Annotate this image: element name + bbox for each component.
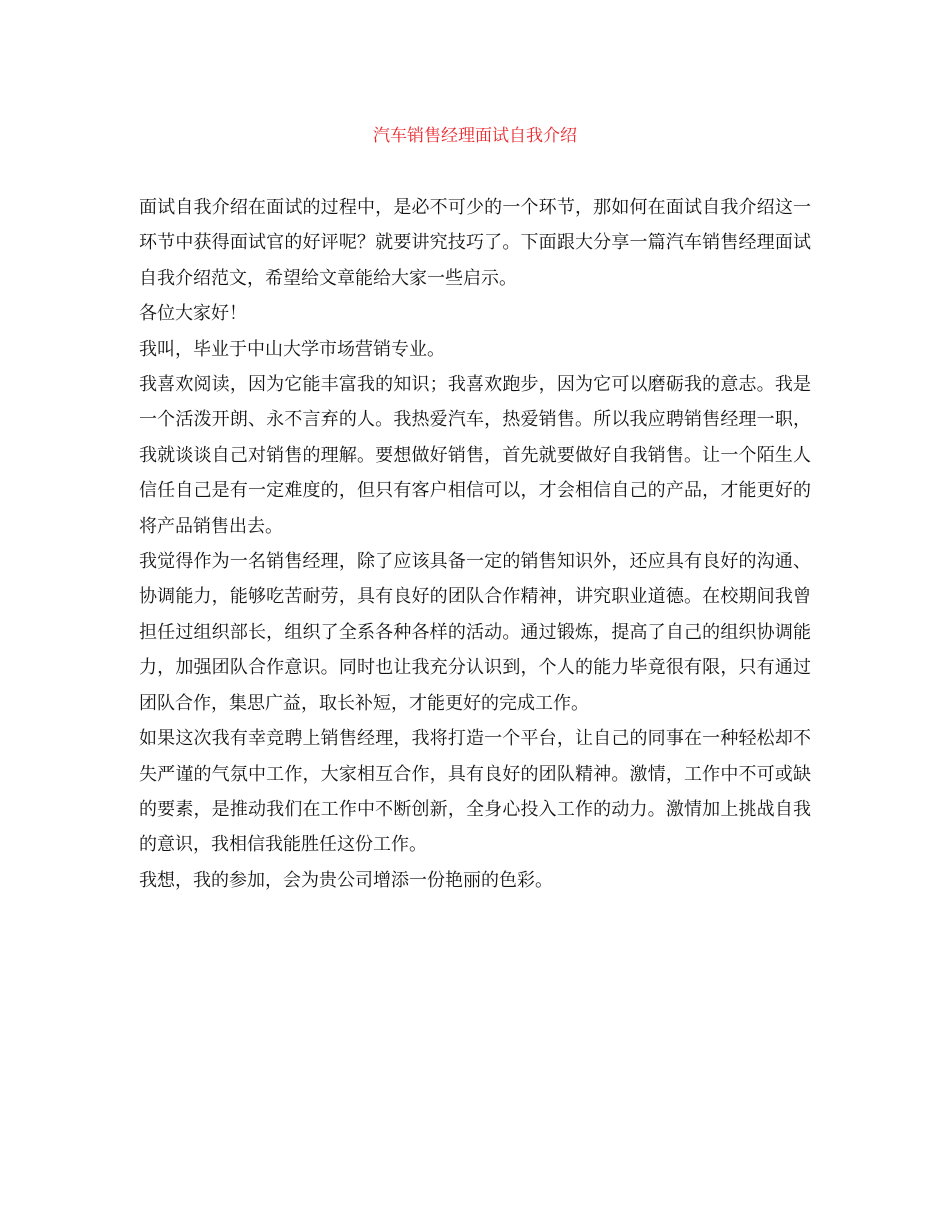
paragraph-plan: 如果这次我有幸竞聘上销售经理，我将打造一个平台，让自己的同事在一种轻松却不失严谨的气氛中工作，大家相互合作，具有良好的团队精神。激情，工作中不可或缺的要素，是推动我们在工作中不断创新，全身心投入工作的动力。激情加上挑战自我的意识，我相信我能胜任这份工作。	[139, 728, 811, 856]
paragraph-hobbies: 我喜欢阅读，因为它能丰富我的知识；我喜欢跑步，因为它可以磨砺我的意志。我是一个活泼开朗、永不言弃的人。我热爱汽车，热爱销售。所以我应聘销售经理一职，我就谈谈自己对销售的理解。要想做好销售，首先就要做好自我销售。让一个陌生人信任自己是有一定难度的，但只有客户相信可以，才会相信自己的产品，才能更好的将产品销售出去。	[139, 374, 811, 537]
paragraph-name: 我叫，毕业于中山大学市场营销专业。	[139, 338, 445, 360]
paragraph-abilities: 我觉得作为一名销售经理，除了应该具备一定的销售知识外，还应具有良好的沟通、协调能力，能够吃苦耐劳，具有良好的团队合作精神，讲究职业道德。在校期间我曾担任过组织部长，组织了全系各种各样的活动。通过锻炼，提高了自己的组织协调能力，加强团队合作意识。同时也让我充分认识到，个人的能力毕竟很有限，只有通过团队合作，集思广益，取长补短，才能更好的完成工作。	[139, 551, 811, 714]
document-title: 汽车销售经理面试自我介绍	[373, 126, 577, 146]
document-body	[139, 190, 811, 898]
paragraph-intro: 面试自我介绍在面试的过程中，是必不可少的一个环节，那如何在面试自我介绍这一环节中获得面试官的好评呢？就要讲究技巧了。下面跟大分享一篇汽车销售经理面试自我介绍范文，希望给文章能给大家一些启示。	[139, 197, 811, 289]
paragraph-closing: 我想，我的参加，会为贵公司增添一份艳丽的色彩。	[139, 869, 553, 891]
paragraph-greeting: 各位大家好！	[139, 303, 247, 325]
